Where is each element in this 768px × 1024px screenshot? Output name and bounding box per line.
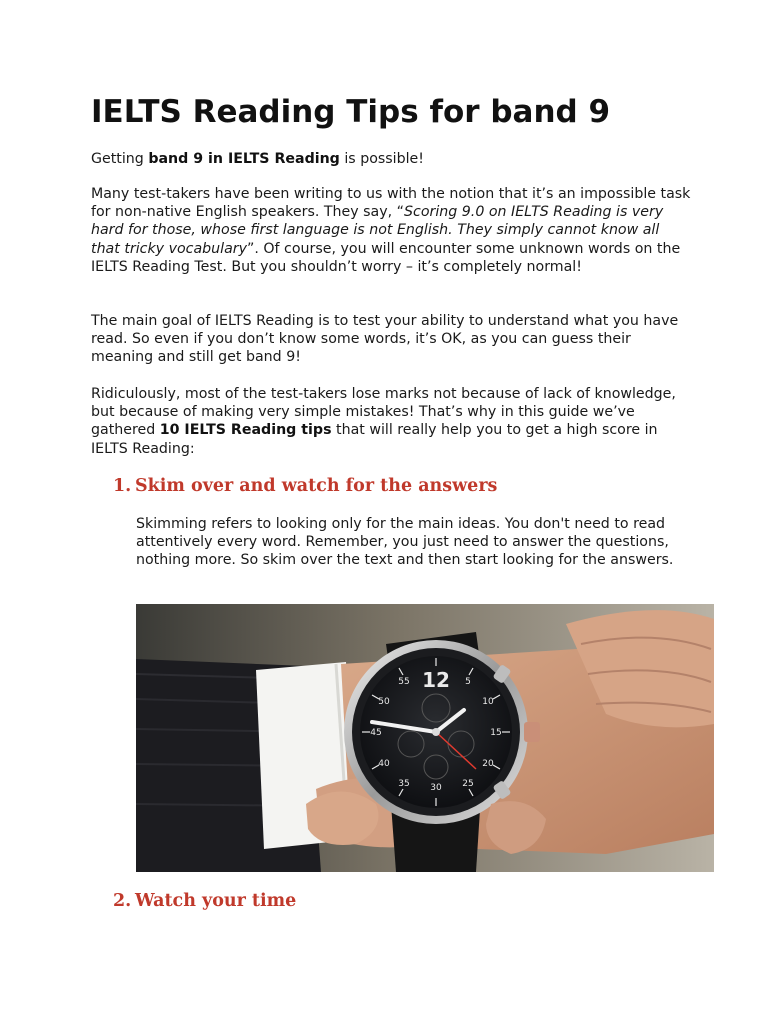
intro-paragraph bbox=[91, 150, 691, 168]
wristwatch-photo bbox=[136, 604, 714, 872]
watch-number-20: 20 bbox=[482, 759, 494, 769]
tip-2-title: Watch your time bbox=[135, 891, 297, 911]
tip-1-heading bbox=[113, 475, 497, 497]
page-title: IELTS Reading Tips for band 9 bbox=[91, 94, 611, 130]
paragraph-1-text: Many test-takers have been writing to us with the notion that it’s an impossible task for non-native English speakers. They say, “ bbox=[91, 186, 691, 221]
paragraph-3-text: Ridiculously, most of the test-takers lose marks not because of lack of knowledge, but because of making very simple mistakes! That’s why in this guide we’ve gathered bbox=[91, 386, 676, 439]
paragraph-3 bbox=[91, 385, 691, 458]
tip-1-title: Skim over and watch for the answers bbox=[135, 476, 498, 496]
paragraph-3-bold-text: 10 IELTS Reading tips bbox=[159, 422, 332, 439]
watch-number-10: 10 bbox=[482, 697, 494, 707]
intro-bold-text: band 9 in IELTS Reading bbox=[148, 151, 340, 167]
watch-number-15: 15 bbox=[490, 728, 502, 738]
watch-number-35: 35 bbox=[398, 779, 410, 789]
paragraph-2: The main goal of IELTS Reading is to test your ability to understand what you have read. So even if you don’t know some words, it’s OK, as you can guess their meaning and still get band 9! bbox=[91, 313, 679, 366]
tip-2-number: 2. bbox=[113, 891, 132, 911]
watch-number-25: 25 bbox=[462, 779, 474, 789]
watch-number-40: 40 bbox=[378, 759, 390, 769]
watch-number-45: 45 bbox=[370, 728, 382, 738]
watch-number-5: 5 bbox=[465, 677, 471, 687]
watch-number-12: 12 bbox=[422, 668, 450, 692]
watch-number-55: 55 bbox=[398, 677, 410, 687]
watch-number-50: 50 bbox=[378, 697, 390, 707]
paragraph-1-text-end: ”. Of course, you will encounter some unknown words on the IELTS Reading Test. But you shouldn’t worry – it’s completely normal! bbox=[91, 240, 681, 275]
paragraph-1 bbox=[91, 185, 691, 276]
tip-1-body: Skimming refers to looking only for the main ideas. You don't need to read attentively every word. Remember, you just need to answer the questions, nothing more. So skim over the text and then start looking for the answers. bbox=[136, 516, 674, 569]
paragraph-3-text-end: that will really help you to get a high score in IELTS Reading: bbox=[91, 422, 658, 457]
tip-2-heading bbox=[113, 890, 296, 912]
watch-number-30: 30 bbox=[430, 783, 442, 793]
tip-1-number: 1. bbox=[113, 476, 132, 496]
paragraph-1-quote: Scoring 9.0 on IELTS Reading is very hard for those, whose first language is not English. They simply cannot know all that tricky vocabulary bbox=[91, 204, 664, 257]
intro-text-end: is possible! bbox=[339, 151, 424, 167]
intro-text: Getting bbox=[91, 151, 149, 167]
